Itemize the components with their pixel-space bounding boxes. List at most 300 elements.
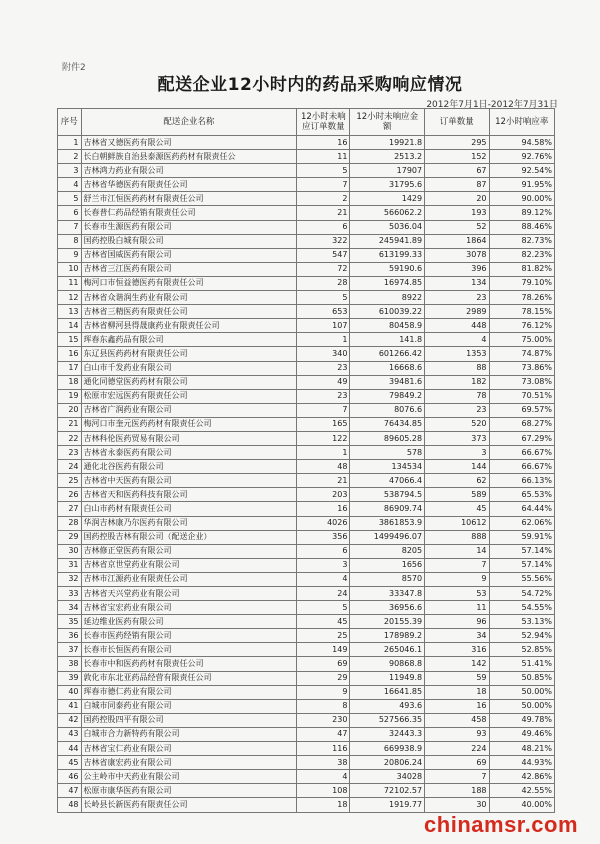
- table-row: [58, 643, 555, 657]
- cell-response-rate: 78.15%: [489, 305, 554, 319]
- cell-no: 39: [58, 671, 82, 685]
- cell-no: 5: [58, 192, 82, 206]
- cell-response-rate: 82.73%: [489, 234, 554, 248]
- cell-unresponded-amount: 16641.85: [350, 685, 425, 699]
- table-row: [58, 305, 555, 319]
- table-row: [58, 375, 555, 389]
- table-row: [58, 276, 555, 290]
- cell-response-rate: 48.21%: [489, 742, 554, 756]
- table-row: [58, 446, 555, 460]
- cell-order-count: 2989: [425, 305, 489, 319]
- table-row: [58, 431, 555, 445]
- cell-no: 15: [58, 333, 82, 347]
- cell-company-name: 吉林省天和医药科技有限公司: [81, 488, 297, 502]
- document-title: 配送企业12小时内的药品采购响应情况: [157, 75, 463, 95]
- cell-no: 40: [58, 685, 82, 699]
- cell-unresponded-count: 2: [297, 192, 350, 206]
- cell-company-name: 珲春东鑫药品有限公司: [81, 333, 297, 347]
- table-row: [58, 220, 555, 234]
- cell-response-rate: 57.14%: [489, 544, 554, 558]
- cell-unresponded-count: 25: [297, 629, 350, 643]
- col-header-name: 配送企业名称: [81, 109, 297, 136]
- cell-order-count: 152: [425, 150, 489, 164]
- cell-company-name: 珲春市德仁药业有限公司: [81, 685, 297, 699]
- cell-unresponded-count: 9: [297, 685, 350, 699]
- table-row: [58, 164, 555, 178]
- table-row: [58, 727, 555, 741]
- cell-order-count: 3078: [425, 248, 489, 262]
- cell-order-count: 224: [425, 742, 489, 756]
- cell-company-name: 吉林省京世堂药业有限公司: [81, 558, 297, 572]
- cell-unresponded-amount: 90868.8: [350, 657, 425, 671]
- table-row: [58, 685, 555, 699]
- cell-unresponded-count: 45: [297, 615, 350, 629]
- cell-unresponded-count: 38: [297, 756, 350, 770]
- cell-order-count: 7: [425, 770, 489, 784]
- cell-unresponded-count: 23: [297, 361, 350, 375]
- cell-no: 6: [58, 206, 82, 220]
- cell-order-count: 23: [425, 403, 489, 417]
- cell-company-name: 长春市生源医药有限公司: [81, 220, 297, 234]
- table-row: [58, 319, 555, 333]
- cell-no: 37: [58, 643, 82, 657]
- cell-order-count: 93: [425, 727, 489, 741]
- cell-unresponded-count: 16: [297, 502, 350, 516]
- table-row: [58, 474, 555, 488]
- cell-response-rate: 79.10%: [489, 276, 554, 290]
- table-row: [58, 671, 555, 685]
- cell-response-rate: 49.46%: [489, 727, 554, 741]
- cell-order-count: 448: [425, 319, 489, 333]
- cell-company-name: 国药控股白城有限公司: [81, 234, 297, 248]
- cell-order-count: 18: [425, 685, 489, 699]
- cell-company-name: 吉林市江源药业有限责任公司: [81, 572, 297, 586]
- table-row: [58, 347, 555, 361]
- cell-no: 36: [58, 629, 82, 643]
- table-row: [58, 615, 555, 629]
- cell-order-count: 59: [425, 671, 489, 685]
- cell-response-rate: 66.67%: [489, 460, 554, 474]
- cell-order-count: 3: [425, 446, 489, 460]
- table-row: [58, 530, 555, 544]
- cell-unresponded-amount: 1429: [350, 192, 425, 206]
- cell-unresponded-count: 165: [297, 417, 350, 431]
- table-row: [58, 389, 555, 403]
- response-table: [57, 108, 555, 813]
- cell-unresponded-amount: 610039.22: [350, 305, 425, 319]
- cell-response-rate: 67.29%: [489, 431, 554, 445]
- cell-company-name: 通化北谷医药有限公司: [81, 460, 297, 474]
- cell-no: 47: [58, 784, 82, 798]
- cell-unresponded-amount: 20806.24: [350, 756, 425, 770]
- cell-unresponded-count: 547: [297, 248, 350, 262]
- cell-order-count: 1353: [425, 347, 489, 361]
- cell-unresponded-amount: 39481.6: [350, 375, 425, 389]
- cell-response-rate: 90.00%: [489, 192, 554, 206]
- cell-company-name: 梅河口市恒益德医药有限责任公司: [81, 276, 297, 290]
- cell-no: 12: [58, 291, 82, 305]
- cell-unresponded-amount: 76434.85: [350, 417, 425, 431]
- cell-no: 13: [58, 305, 82, 319]
- cell-unresponded-count: 18: [297, 798, 350, 812]
- cell-order-count: 888: [425, 530, 489, 544]
- cell-unresponded-count: 5: [297, 164, 350, 178]
- cell-response-rate: 50.00%: [489, 699, 554, 713]
- cell-company-name: 吉林省三江医药有限公司: [81, 262, 297, 276]
- cell-order-count: 193: [425, 206, 489, 220]
- cell-unresponded-count: 4: [297, 770, 350, 784]
- cell-response-rate: 68.27%: [489, 417, 554, 431]
- cell-company-name: 长白朝鲜族自治县泰源医药药材有限责任公: [81, 150, 297, 164]
- cell-response-rate: 81.82%: [489, 262, 554, 276]
- cell-unresponded-count: 47: [297, 727, 350, 741]
- cell-unresponded-count: 230: [297, 713, 350, 727]
- cell-company-name: 吉林省国威医药有限公司: [81, 248, 297, 262]
- cell-company-name: 吉林省三精医药有限责任公司: [81, 305, 297, 319]
- table-row: [58, 572, 555, 586]
- cell-unresponded-amount: 613199.33: [350, 248, 425, 262]
- cell-unresponded-amount: 16974.85: [350, 276, 425, 290]
- cell-no: 34: [58, 601, 82, 615]
- cell-response-rate: 70.51%: [489, 389, 554, 403]
- cell-company-name: 吉林省柳河县得晟康药业有限责任公司: [81, 319, 297, 333]
- cell-response-rate: 76.12%: [489, 319, 554, 333]
- cell-unresponded-amount: 79849.2: [350, 389, 425, 403]
- cell-no: 42: [58, 713, 82, 727]
- cell-no: 43: [58, 727, 82, 741]
- cell-no: 21: [58, 417, 82, 431]
- cell-order-count: 4: [425, 333, 489, 347]
- cell-unresponded-count: 322: [297, 234, 350, 248]
- cell-no: 27: [58, 502, 82, 516]
- cell-no: 30: [58, 544, 82, 558]
- cell-company-name: 吉林省天兴堂药业有限公司: [81, 587, 297, 601]
- cell-no: 1: [58, 136, 82, 150]
- cell-response-rate: 75.00%: [489, 333, 554, 347]
- cell-order-count: 23: [425, 291, 489, 305]
- cell-company-name: 东辽县医药药材有限责任公司: [81, 347, 297, 361]
- cell-no: 45: [58, 756, 82, 770]
- cell-company-name: 吉林省永泰医药有限公司: [81, 446, 297, 460]
- cell-no: 29: [58, 530, 82, 544]
- cell-unresponded-amount: 86909.74: [350, 502, 425, 516]
- table-row: [58, 417, 555, 431]
- cell-order-count: 7: [425, 558, 489, 572]
- cell-response-rate: 53.13%: [489, 615, 554, 629]
- cell-response-rate: 54.55%: [489, 601, 554, 615]
- cell-company-name: 白城市同泰药业有限公司: [81, 699, 297, 713]
- table-row: [58, 333, 555, 347]
- cell-response-rate: 88.46%: [489, 220, 554, 234]
- date-range: 2012年7月1日-2012年7月31日: [426, 100, 558, 110]
- cell-company-name: 吉林省康宏药业有限公司: [81, 756, 297, 770]
- cell-order-count: 69: [425, 756, 489, 770]
- cell-response-rate: 50.85%: [489, 671, 554, 685]
- cell-unresponded-count: 149: [297, 643, 350, 657]
- cell-company-name: 松原市宏远医药有限责任公司: [81, 389, 297, 403]
- cell-unresponded-amount: 601266.42: [350, 347, 425, 361]
- cell-company-name: 吉林省广润药业有限公司: [81, 403, 297, 417]
- cell-order-count: 30: [425, 798, 489, 812]
- cell-order-count: 20: [425, 192, 489, 206]
- table-row: [58, 262, 555, 276]
- cell-company-name: 吉林省又德医药有限公司: [81, 136, 297, 150]
- cell-unresponded-amount: 32443.3: [350, 727, 425, 741]
- table-row: [58, 770, 555, 784]
- table-row: [58, 798, 555, 812]
- table-row: [58, 742, 555, 756]
- cell-no: 26: [58, 488, 82, 502]
- cell-unresponded-amount: 34028: [350, 770, 425, 784]
- cell-unresponded-amount: 669938.9: [350, 742, 425, 756]
- table-row: [58, 150, 555, 164]
- cell-unresponded-amount: 141.8: [350, 333, 425, 347]
- cell-response-rate: 50.00%: [489, 685, 554, 699]
- cell-company-name: 吉林科伦医药贸易有限公司: [81, 431, 297, 445]
- cell-unresponded-amount: 36956.6: [350, 601, 425, 615]
- table-row: [58, 248, 555, 262]
- cell-unresponded-count: 16: [297, 136, 350, 150]
- cell-response-rate: 40.00%: [489, 798, 554, 812]
- cell-company-name: 延边维业医药有限公司: [81, 615, 297, 629]
- cell-unresponded-count: 116: [297, 742, 350, 756]
- cell-unresponded-amount: 493.6: [350, 699, 425, 713]
- table-row: [58, 192, 555, 206]
- cell-no: 28: [58, 516, 82, 530]
- cell-unresponded-amount: 11949.8: [350, 671, 425, 685]
- table-row: [58, 206, 555, 220]
- cell-no: 18: [58, 375, 82, 389]
- cell-order-count: 9: [425, 572, 489, 586]
- table-row: [58, 136, 555, 150]
- table-row: [58, 178, 555, 192]
- cell-unresponded-count: 340: [297, 347, 350, 361]
- cell-no: 10: [58, 262, 82, 276]
- cell-no: 23: [58, 446, 82, 460]
- cell-unresponded-amount: 8570: [350, 572, 425, 586]
- table-row: [58, 558, 555, 572]
- cell-order-count: 373: [425, 431, 489, 445]
- cell-response-rate: 74.87%: [489, 347, 554, 361]
- cell-order-count: 458: [425, 713, 489, 727]
- cell-order-count: 14: [425, 544, 489, 558]
- cell-company-name: 吉林修正堂医药有限公司: [81, 544, 297, 558]
- cell-unresponded-count: 6: [297, 544, 350, 558]
- cell-unresponded-count: 8: [297, 699, 350, 713]
- cell-unresponded-amount: 89605.28: [350, 431, 425, 445]
- table-row: [58, 234, 555, 248]
- cell-response-rate: 44.93%: [489, 756, 554, 770]
- cell-response-rate: 66.13%: [489, 474, 554, 488]
- cell-no: 25: [58, 474, 82, 488]
- cell-response-rate: 73.08%: [489, 375, 554, 389]
- cell-company-name: 吉林省众谐润生药业有限公司: [81, 291, 297, 305]
- table-row: [58, 587, 555, 601]
- col-header-unresponded-count: 12小时未响应订单数量: [297, 109, 350, 136]
- cell-no: 22: [58, 431, 82, 445]
- table-row: [58, 502, 555, 516]
- cell-response-rate: 69.57%: [489, 403, 554, 417]
- table-row: [58, 601, 555, 615]
- cell-response-rate: 42.55%: [489, 784, 554, 798]
- cell-response-rate: 52.85%: [489, 643, 554, 657]
- cell-order-count: 134: [425, 276, 489, 290]
- cell-unresponded-amount: 19921.8: [350, 136, 425, 150]
- cell-response-rate: 64.44%: [489, 502, 554, 516]
- cell-response-rate: 92.76%: [489, 150, 554, 164]
- cell-unresponded-amount: 59190.6: [350, 262, 425, 276]
- cell-no: 46: [58, 770, 82, 784]
- cell-order-count: 45: [425, 502, 489, 516]
- cell-order-count: 88: [425, 361, 489, 375]
- cell-company-name: 吉林省中天医药有限公司: [81, 474, 297, 488]
- cell-unresponded-amount: 8205: [350, 544, 425, 558]
- cell-order-count: 62: [425, 474, 489, 488]
- cell-order-count: 34: [425, 629, 489, 643]
- cell-no: 14: [58, 319, 82, 333]
- cell-company-name: 长春市长恒医药有限公司: [81, 643, 297, 657]
- cell-company-name: 吉林省宝仁药业有限公司: [81, 742, 297, 756]
- cell-unresponded-amount: 566062.2: [350, 206, 425, 220]
- cell-response-rate: 78.26%: [489, 291, 554, 305]
- cell-response-rate: 57.14%: [489, 558, 554, 572]
- cell-company-name: 华润吉林康乃尔医药有限公司: [81, 516, 297, 530]
- cell-order-count: 144: [425, 460, 489, 474]
- cell-company-name: 通化同德堂医药药材有限公司: [81, 375, 297, 389]
- cell-order-count: 295: [425, 136, 489, 150]
- cell-unresponded-count: 49: [297, 375, 350, 389]
- cell-response-rate: 49.78%: [489, 713, 554, 727]
- cell-company-name: 国药控股吉林有限公司（配送企业）: [81, 530, 297, 544]
- table-row: [58, 657, 555, 671]
- cell-unresponded-amount: 2513.2: [350, 150, 425, 164]
- cell-unresponded-count: 29: [297, 671, 350, 685]
- cell-response-rate: 92.54%: [489, 164, 554, 178]
- cell-unresponded-amount: 3861853.9: [350, 516, 425, 530]
- cell-unresponded-count: 7: [297, 403, 350, 417]
- cell-unresponded-amount: 134534: [350, 460, 425, 474]
- cell-unresponded-count: 21: [297, 206, 350, 220]
- table-row: [58, 713, 555, 727]
- cell-no: 44: [58, 742, 82, 756]
- cell-response-rate: 54.72%: [489, 587, 554, 601]
- cell-order-count: 87: [425, 178, 489, 192]
- cell-no: 24: [58, 460, 82, 474]
- cell-response-rate: 82.23%: [489, 248, 554, 262]
- col-header-unresponded-amount: 12小时未响应金额: [350, 109, 425, 136]
- cell-company-name: 松原市康华医药有限公司: [81, 784, 297, 798]
- cell-company-name: 公主岭市中天药业有限公司: [81, 770, 297, 784]
- cell-unresponded-count: 203: [297, 488, 350, 502]
- cell-no: 9: [58, 248, 82, 262]
- cell-unresponded-count: 3: [297, 558, 350, 572]
- cell-unresponded-count: 72: [297, 262, 350, 276]
- cell-order-count: 520: [425, 417, 489, 431]
- cell-company-name: 吉林鸿力药业有限公司: [81, 164, 297, 178]
- cell-no: 31: [58, 558, 82, 572]
- cell-order-count: 78: [425, 389, 489, 403]
- cell-order-count: 67: [425, 164, 489, 178]
- cell-no: 20: [58, 403, 82, 417]
- cell-no: 19: [58, 389, 82, 403]
- cell-unresponded-amount: 527566.35: [350, 713, 425, 727]
- table-row: [58, 544, 555, 558]
- cell-unresponded-amount: 1499496.07: [350, 530, 425, 544]
- cell-unresponded-amount: 245941.89: [350, 234, 425, 248]
- cell-unresponded-count: 356: [297, 530, 350, 544]
- cell-unresponded-count: 11: [297, 150, 350, 164]
- cell-unresponded-count: 6: [297, 220, 350, 234]
- cell-unresponded-amount: 31795.6: [350, 178, 425, 192]
- cell-no: 35: [58, 615, 82, 629]
- cell-unresponded-amount: 1656: [350, 558, 425, 572]
- cell-company-name: 长春市医药经销有限公司: [81, 629, 297, 643]
- table-row: [58, 699, 555, 713]
- cell-unresponded-amount: 178989.2: [350, 629, 425, 643]
- cell-company-name: 长春市中和医药药材有限责任公司: [81, 657, 297, 671]
- cell-unresponded-count: 48: [297, 460, 350, 474]
- cell-unresponded-amount: 20155.39: [350, 615, 425, 629]
- cell-no: 4: [58, 178, 82, 192]
- col-header-no: 序号: [58, 109, 82, 136]
- col-header-order-count: 订单数量: [425, 109, 489, 136]
- table-row: [58, 403, 555, 417]
- cell-unresponded-amount: 538794.5: [350, 488, 425, 502]
- cell-unresponded-amount: 72102.57: [350, 784, 425, 798]
- cell-unresponded-amount: 1919.77: [350, 798, 425, 812]
- cell-unresponded-count: 4: [297, 572, 350, 586]
- cell-order-count: 96: [425, 615, 489, 629]
- cell-order-count: 142: [425, 657, 489, 671]
- cell-unresponded-count: 28: [297, 276, 350, 290]
- table-row: [58, 460, 555, 474]
- cell-unresponded-amount: 265046.1: [350, 643, 425, 657]
- cell-unresponded-count: 5: [297, 291, 350, 305]
- cell-company-name: 白山市药材有限责任公司: [81, 502, 297, 516]
- cell-response-rate: 52.94%: [489, 629, 554, 643]
- cell-order-count: 52: [425, 220, 489, 234]
- cell-no: 8: [58, 234, 82, 248]
- cell-unresponded-amount: 17907: [350, 164, 425, 178]
- cell-unresponded-amount: 16668.6: [350, 361, 425, 375]
- cell-company-name: 白城市合力新特药有限公司: [81, 727, 297, 741]
- cell-company-name: 吉林省华德医药有限责任公司: [81, 178, 297, 192]
- cell-order-count: 16: [425, 699, 489, 713]
- cell-response-rate: 55.56%: [489, 572, 554, 586]
- cell-no: 3: [58, 164, 82, 178]
- cell-no: 7: [58, 220, 82, 234]
- cell-unresponded-count: 107: [297, 319, 350, 333]
- cell-company-name: 长岭县长新医药有限责任公司: [81, 798, 297, 812]
- cell-unresponded-count: 7: [297, 178, 350, 192]
- table-row: [58, 488, 555, 502]
- cell-response-rate: 65.53%: [489, 488, 554, 502]
- cell-order-count: 11: [425, 601, 489, 615]
- table-row: [58, 784, 555, 798]
- cell-no: 33: [58, 587, 82, 601]
- cell-unresponded-count: 21: [297, 474, 350, 488]
- cell-response-rate: 66.67%: [489, 446, 554, 460]
- cell-order-count: 182: [425, 375, 489, 389]
- cell-response-rate: 73.86%: [489, 361, 554, 375]
- cell-unresponded-count: 23: [297, 389, 350, 403]
- cell-unresponded-count: 122: [297, 431, 350, 445]
- cell-company-name: 梅河口市奎元医药药材有限责任公司: [81, 417, 297, 431]
- cell-company-name: 白山市千发药业有限公司: [81, 361, 297, 375]
- cell-company-name: 吉林省宝宏药业有限公司: [81, 601, 297, 615]
- cell-unresponded-amount: 578: [350, 446, 425, 460]
- cell-unresponded-amount: 47066.4: [350, 474, 425, 488]
